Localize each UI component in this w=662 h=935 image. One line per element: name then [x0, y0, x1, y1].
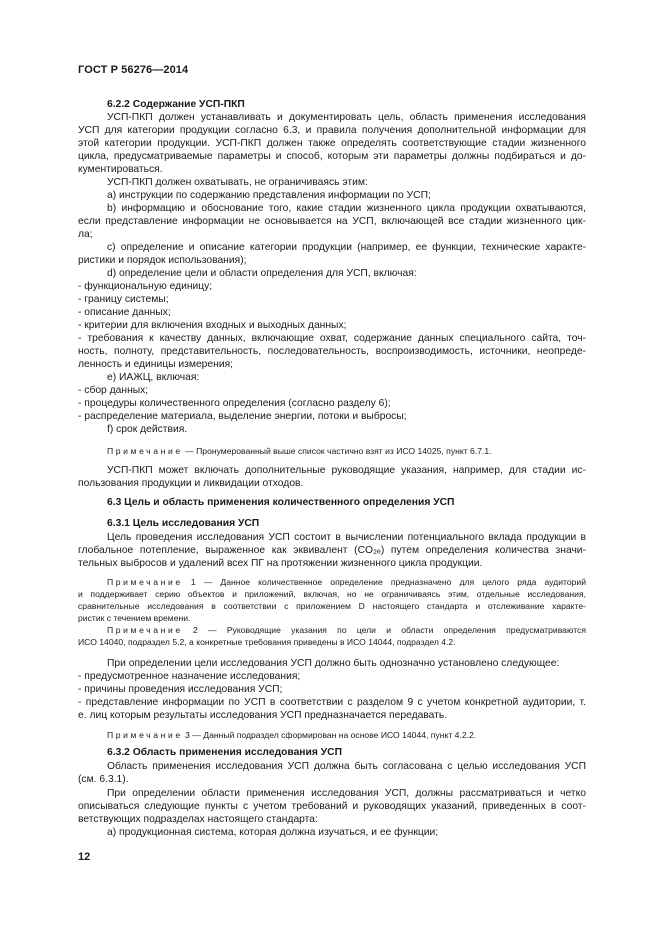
text-line: - границу системы;: [78, 294, 169, 305]
text-line: - представление информации по УСП в соответствии с разделом 9 с учетом конкретной аудитории, т.: [78, 697, 586, 708]
text-line: а) инструкции по содержанию представления информации по УСП;: [107, 190, 431, 201]
note-label: Примечание: [107, 577, 183, 587]
text-line: Цель проведения исследования УСП состоит в вычислении потенциального вклада продукции в: [107, 532, 586, 543]
text-line: При определении цели исследования УСП должно быть однозначно установлено следующее:: [107, 658, 560, 669]
text-line: - процедуры количественного определения (согласно разделу 6);: [78, 398, 391, 409]
text-line: этой категории продукции. УСП-ПКП должен также определять соответствующие стадии жизненного: [78, 138, 586, 149]
text-line: тельных выбросов и удалений всех ПГ на протяжении жизненного цикла продукции.: [78, 558, 483, 569]
text-line: b) информацию и обоснование того, какие стадии жизненного цикла продукции охватываются,: [107, 203, 586, 214]
note-label: Примечание: [107, 730, 183, 740]
text-line: УСП-ПКП должен устанавливать и документировать цель, область применения исследования: [107, 112, 586, 123]
text-line: УСП-ПКП должен охватывать, не ограничиваясь этим:: [107, 177, 368, 188]
note-line: ристик с течением времени.: [78, 613, 191, 623]
text-line: ристики и порядок использования);: [78, 255, 247, 266]
text-line: - распределение материала, выделение энергии, потоки и выбросы;: [78, 411, 407, 422]
text-line: - сбор данных;: [78, 385, 149, 396]
section-heading: 6.2.2 Содержание УСП-ПКП: [107, 99, 245, 110]
text-line: ветствующих подразделах настоящего стандарта:: [78, 814, 318, 825]
note-line: Примечание 3 — Данный подраздел сформирован на основе ИСО 14044, пункт 4.2.2.: [107, 730, 477, 740]
text-line: кументироваться.: [78, 164, 163, 175]
note-line: и поддерживает серию объектов и приложений, включая, но не ограничиваясь этим, отдельные исследования,: [78, 589, 586, 599]
text-line: а) продукционная система, которая должна изучаться, и ее функции;: [107, 827, 439, 838]
page-number: 12: [78, 851, 91, 863]
note-label: Примечание: [107, 446, 183, 456]
text-line: ла;: [78, 229, 93, 240]
text-line: УСП для категории продукции согласно 6.3, и правила получения дополнительной информации для: [78, 125, 586, 136]
text-line: - критерии для включения входных и выходных данных;: [78, 320, 347, 331]
text-line: - предусмотренное назначение исследования;: [78, 671, 301, 682]
note-line: Примечание 2 — Руководящие указания по цели и области определения предусматриваются: [107, 625, 586, 635]
text-line: При определении области применения исследования УСП, должны рассматриваться и четко: [107, 788, 586, 799]
text-line: УСП-ПКП может включать дополнительные руководящие указания, например, для стадии ис-: [107, 465, 586, 476]
text-line: - описание данных;: [78, 307, 171, 318]
text-line: пользования продукции и ликвидации отходов.: [78, 478, 304, 489]
text-line: если представление информации не основывается на УСП, включающей все стадии жизненного цик-: [78, 216, 586, 227]
text-line: d) определение цели и области определения для УСП, включая:: [107, 268, 417, 279]
note-line: сравнительные исследования в соответствии с приложением D настоящего стандарта и отслеживание характе-: [78, 601, 586, 611]
text-line: ленность и единицы измерения;: [78, 359, 234, 370]
text-line: - требования к качеству данных, включающие охват, содержание данных специального сайта, точ-: [78, 333, 586, 344]
text-line: цикла, предусматриваемые параметры и способ, которым эти параметры должны подбираться и до-: [78, 151, 586, 162]
text-line: Область применения исследования УСП должна быть согласована с целью исследования УСП: [107, 761, 586, 772]
text-line: - причины проведения исследования УСП;: [78, 684, 283, 695]
text-line: е. лиц которым результаты исследования УСП предназначается передавать.: [78, 710, 448, 721]
text-line: - функциональную единицу;: [78, 281, 213, 292]
note-line: ИСО 14040, подраздел 5.2, а конкретные требования приведены в ИСО 14044, подраздел 4.2.: [78, 637, 456, 647]
text-line: ность, полноту, представительность, последовательность, воспроизводимость, источники, неопреде-: [78, 346, 586, 357]
text-line: е) ИАЖЦ, включая:: [107, 372, 200, 383]
note-label: Примечание: [107, 625, 183, 635]
standard-header: ГОСТ Р 56276—2014: [78, 64, 189, 76]
text-line: описываться следующие пункты с учетом требований и руководящих указаний, приведенных в соот-: [78, 801, 586, 812]
text-line: глобальное потепление, выраженное как эквивалент (CO₂ₑ) путем определения количества значи-: [78, 545, 586, 556]
section-heading: 6.3.1 Цель исследования УСП: [107, 518, 260, 529]
text-line: f) срок действия.: [107, 424, 188, 435]
note-line: Примечание 1 — Данное количественное определение предназначено для целого ряда аудиторий: [107, 577, 586, 587]
section-heading: 6.3.2 Область применения исследования УСП: [107, 747, 342, 758]
text-line: с) определение и описание категории продукции (например, ее функции, технические характе-: [107, 242, 586, 253]
note-line: Примечание — Пронумерованный выше список частично взят из ИСО 14025, пункт 6.7.1.: [107, 446, 492, 456]
section-heading: 6.3 Цель и область применения количественного определения УСП: [107, 497, 455, 508]
text-line: (см. 6.3.1).: [78, 774, 129, 785]
